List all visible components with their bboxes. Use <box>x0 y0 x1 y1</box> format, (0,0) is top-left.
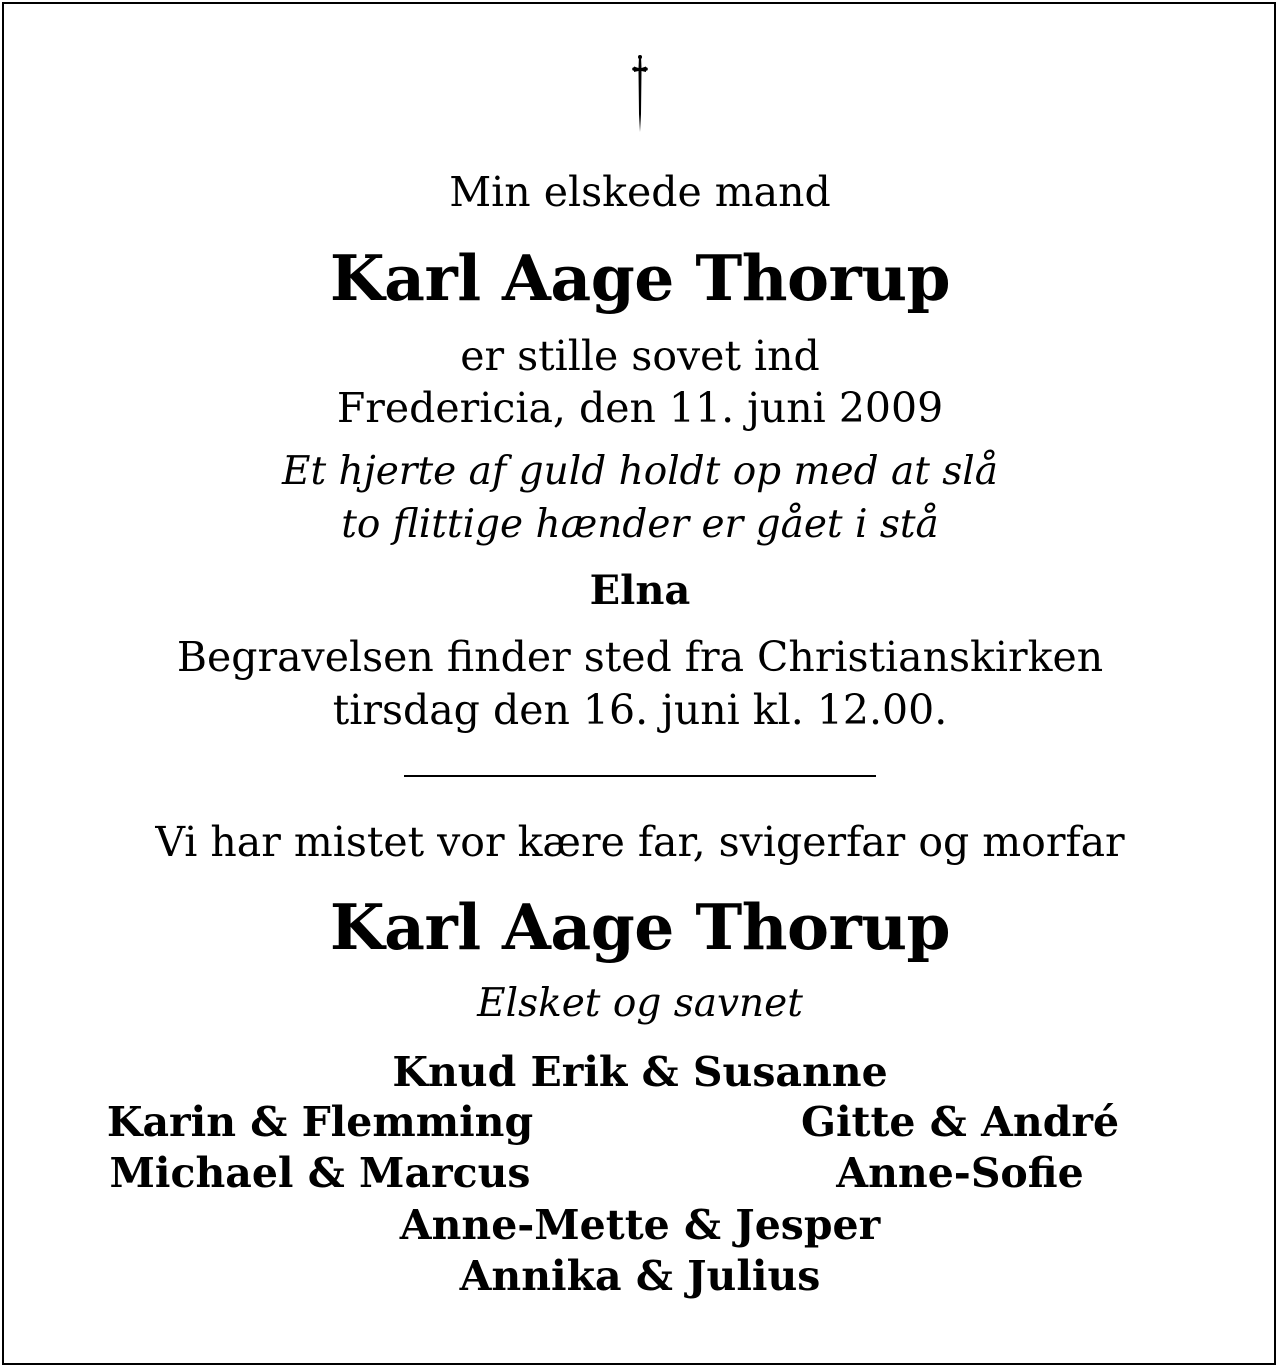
intro-text: Min elskede mand <box>449 168 831 216</box>
family-member-right-2: Anne-Sofie <box>836 1149 1084 1197</box>
family-member-left-1: Karin & Flemming <box>106 1098 534 1146</box>
deceased-name: Karl Aage Thorup <box>329 241 951 315</box>
tagline-text: Elsket og savnet <box>477 981 803 1026</box>
family-member-row-5: Annika & Julius <box>459 1252 821 1300</box>
section-divider <box>404 775 876 777</box>
family-member-left-2: Michael & Marcus <box>109 1149 531 1197</box>
family-member-row-4: Anne-Mette & Jesper <box>399 1201 881 1249</box>
family-intro-text: Vi har mistet vor kære far, svigerfar og morfar <box>155 818 1125 866</box>
family-member-row-1: Knud Erik & Susanne <box>392 1048 888 1096</box>
family-member-right-1: Gitte & André <box>800 1098 1120 1146</box>
verse-line-2: to flittige hænder er gået i stå <box>341 502 939 547</box>
deceased-name-2: Karl Aage Thorup <box>329 890 951 964</box>
latin-cross-icon <box>620 54 660 134</box>
funeral-line-1: Begravelsen finder sted fra Christianskirken <box>176 633 1104 681</box>
passed-away-text: er stille sovet ind <box>460 332 820 380</box>
signed-name: Elna <box>589 567 691 614</box>
funeral-line-2: tirsdag den 16. juni kl. 12.00. <box>332 686 948 734</box>
verse-line-1: Et hjerte af guld holdt op med at slå <box>281 449 999 494</box>
place-date-text: Fredericia, den 11. juni 2009 <box>336 384 944 432</box>
